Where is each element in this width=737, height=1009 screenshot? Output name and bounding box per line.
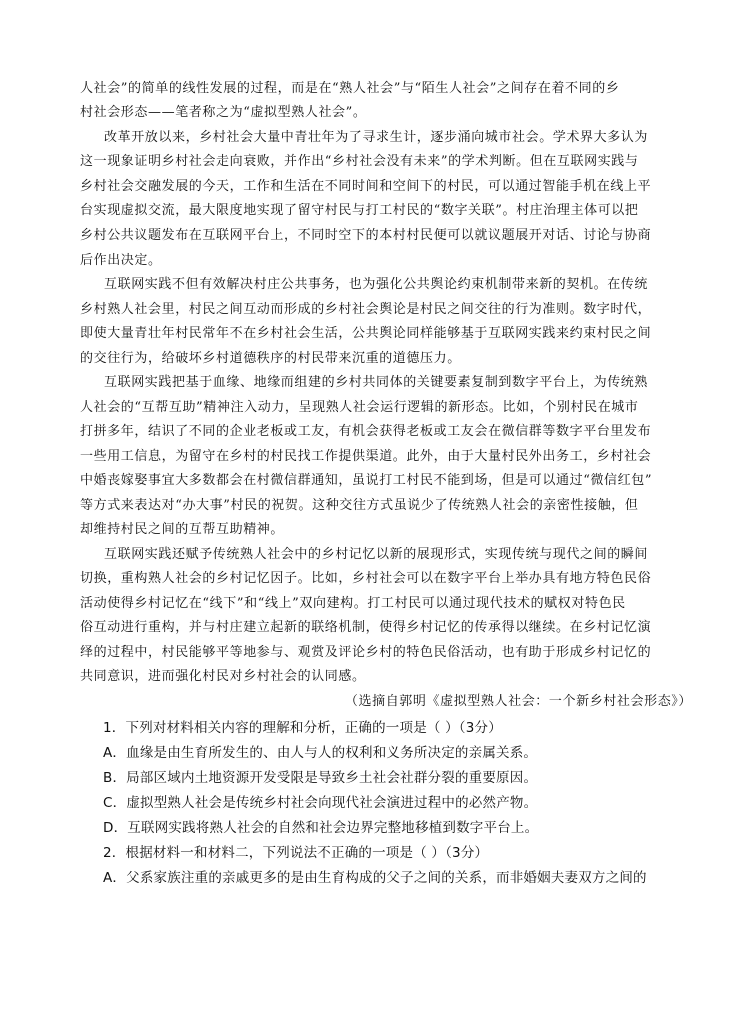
passage-line: 后作出决定。 (80, 253, 162, 268)
passage-line: 人社会”的简单的线性发展的过程，而是在“熟人社会”与“陌生人社会”之间存在着不同的乡 (80, 81, 620, 96)
passage-line: 人社会的“互帮互助”精神注入动力，呈现熟人社会运行逻辑的新形态。比如，个别村民在城市 (80, 400, 639, 415)
passage-line: 互联网实践把基于血缘、地缘而组建的乡村共同体的关键要素复制到数字平台上，为传统熟 (104, 375, 649, 390)
passage-line: 一些用工信息，为留守在乡村的村民找工作提供渠道。此外，由于大量村民外出务工，乡村社会 (80, 449, 652, 464)
passage-line: 即使大量青壮年村民常年不在乡村社会生活，公共舆论同样能够基于互联网实践来约束村民之间 (80, 326, 652, 341)
question-2-stem: 2．根据材料一和材料二，下列说法不正确的一项是（ ）（3分） (103, 845, 489, 861)
passage-line: 互联网实践还赋予传统熟人社会中的乡村记忆以新的展现形式，实现传统与现代之间的瞬间 (104, 547, 649, 562)
passage-line: 的交往行为，给破坏乡村道德秩序的村民带来沉重的道德压力。 (80, 351, 461, 366)
passage-line: 打拼多年，结识了不同的企业老板或工友，有机会获得老板或工友会在微信群等数字平台里发布 (80, 424, 652, 439)
passage-line: 俗互动进行重构，并与村庄建立起新的联络机制，使得乡村记忆的传承得以继续。在乡村记忆演 (80, 620, 652, 635)
question-1-option-a: A．血缘是由生育所发生的、由人与人的权利和义务所决定的亲属关系。 (103, 745, 538, 761)
question-1-option-d: D．互联网实践将熟人社会的自然和社会边界完整地移植到数字平台上。 (103, 820, 539, 836)
passage-line: 中婚丧嫁娶事宜大多数都会在村微信群通知，虽说打工村民不能到场，但是可以通过“微信红包” (80, 473, 653, 488)
question-2-option-a: A．父系家族注重的亲戚更多的是由生育构成的父子之间的关系，而非婚姻夫妻双方之间的 (103, 870, 647, 886)
passage-line: 等方式来表达对“办大事”村民的祝贺。这种交往方式虽说少了传统熟人社会的亲密性接触，但 (80, 498, 639, 513)
source-citation: （选摘自郭明《虚拟型熟人社会：一个新乡村社会形态》） (344, 694, 692, 709)
question-1-option-b: B．局部区域内土地资源开发受限是导致乡土社会社群分裂的重要原因。 (103, 770, 538, 786)
passage-line: 活动使得乡村记忆在“线下”和“线上”双向建构。打工村民可以通过现代技术的赋权对特色民 (80, 596, 626, 611)
passage-line: 互联网实践不但有效解决村庄公共事务，也为强化公共舆论约束机制带来新的契机。在传统 (104, 277, 649, 292)
passage-line: 乡村社会交融发展的今天，工作和生活在不同时间和空间下的村民，可以通过智能手机在线上平 (80, 179, 652, 194)
passage-line: 改革开放以来，乡村社会大量中青壮年为了寻求生计，逐步涌向城市社会。学术界大多认为 (104, 130, 649, 145)
passage-line: 切换，重构熟人社会的乡村记忆因子。比如，乡村社会可以在数字平台上举办具有地方特色民俗 (80, 571, 652, 586)
question-1-option-c: C．虚拟型熟人社会是传统乡村社会向现代社会演进过程中的必然产物。 (103, 795, 538, 811)
passage-line: 村社会形态——笔者称之为“虚拟型熟人社会”。 (80, 105, 367, 120)
passage-line: 台实现虚拟交流，最大限度地实现了留守村民与打工村民的“数字关联”。村庄治理主体可以把 (80, 203, 639, 218)
passage-line: 共同意识，进而强化村民对乡村社会的认同感。 (80, 669, 366, 684)
passage-line: 这一现象证明乡村社会走向衰败，并作出“乡村社会没有未来”的学术判断。但在互联网实践与 (80, 154, 639, 169)
passage-line: 却维持村民之间的互帮互助精神。 (80, 522, 285, 537)
passage-line: 乡村熟人社会里，村民之间互动而形成的乡村社会舆论是村民之间交往的行为准则。数字时代， (80, 302, 652, 317)
passage-line: 绎的过程中，村民能够平等地参与、观赏及评论乡村的特色民俗活动，也有助于形成乡村记忆的 (80, 645, 652, 660)
question-1-stem: 1．下列对材料相关内容的理解和分析，正确的一项是（ ）（3分） (103, 720, 502, 736)
passage-line: 乡村公共议题发布在互联网平台上，不同时空下的本村村民便可以就议题展开对话、讨论与协商 (80, 228, 652, 243)
